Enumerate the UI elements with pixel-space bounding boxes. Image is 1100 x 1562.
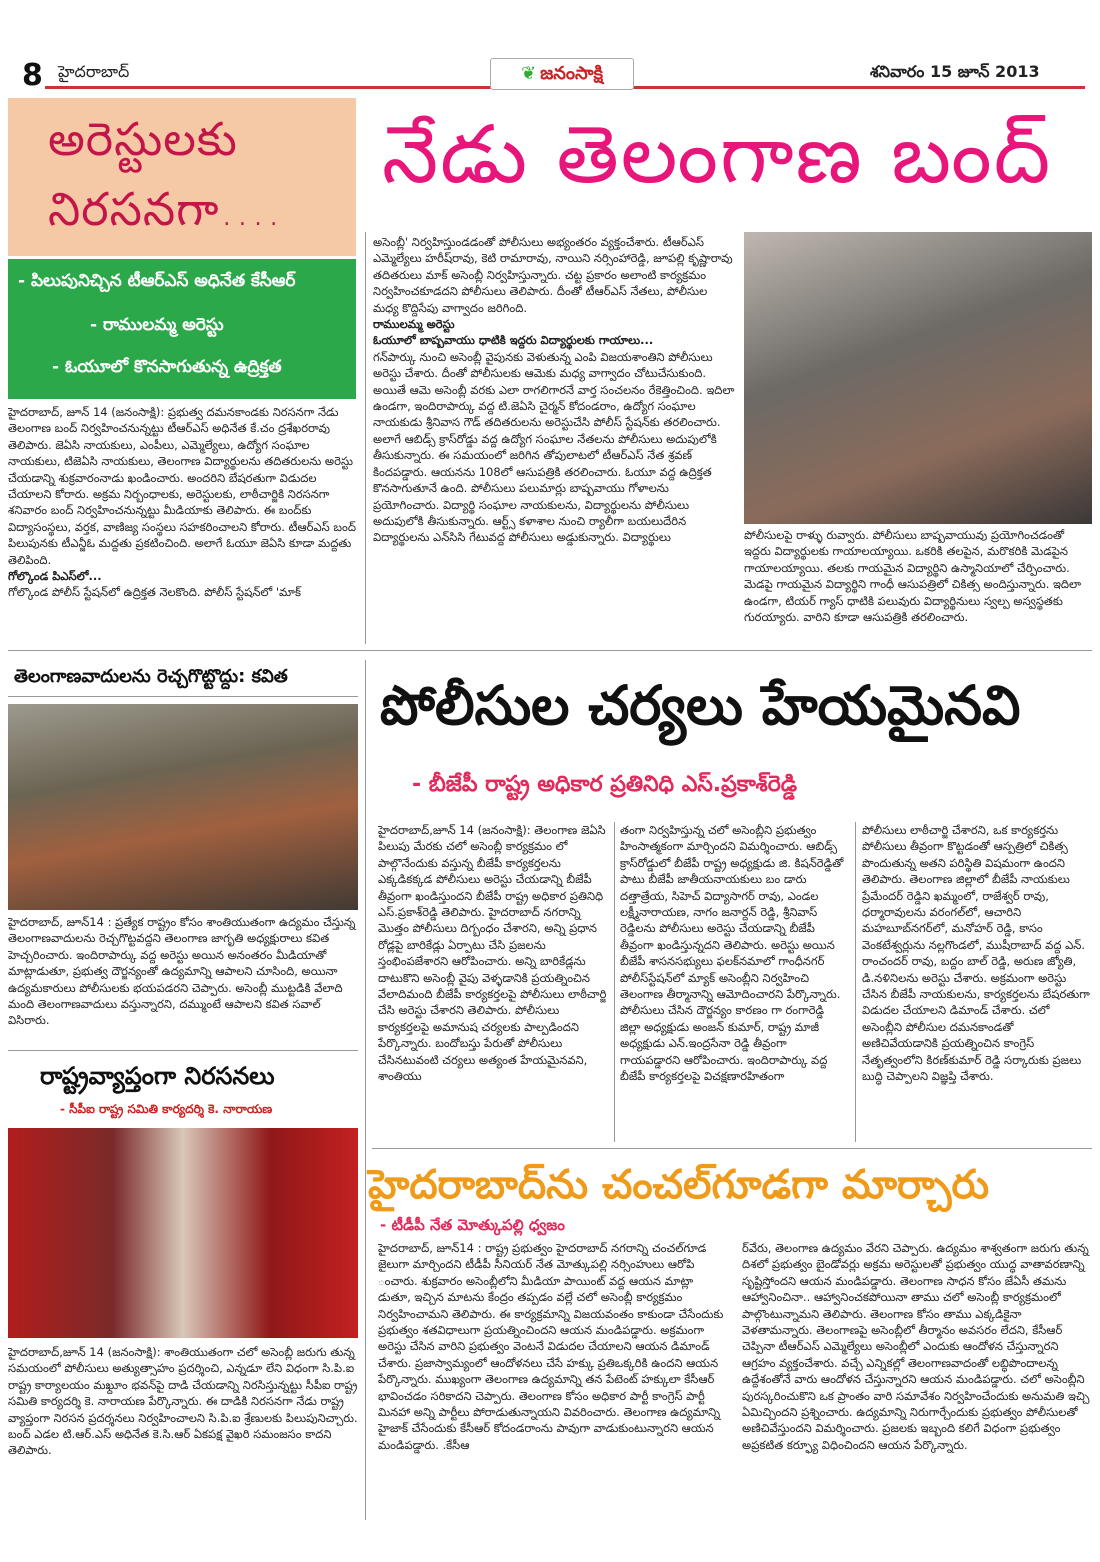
lead-bullets-box xyxy=(8,259,356,399)
left-column-rule xyxy=(365,660,366,1520)
hyderabad-column-1 xyxy=(378,1240,728,1530)
lead-column-2 xyxy=(373,234,735,642)
protests-body xyxy=(8,1344,358,1512)
kicker-box xyxy=(8,98,356,256)
police-col-rule-1 xyxy=(614,822,615,1142)
vijayashanti-photo xyxy=(744,232,1092,524)
kavitha-bottom-rule xyxy=(8,1050,358,1051)
police-bottom-rule xyxy=(372,1148,1092,1149)
lead-headline: నేడు తెలంగాణ బంద్ xyxy=(382,108,1053,201)
kicker-line-1: అరెస్టులకు xyxy=(48,112,238,166)
hyderabad-headline: హైదరాబాద్‌ను చంచల్‌గూడగా మార్చారు xyxy=(368,1162,990,1208)
lead-column-1 xyxy=(8,404,358,640)
newspaper-logo xyxy=(490,58,634,90)
lead-col2-subhead-2: ఓయూలో బాష్పవాయు ధాటికి ఇద్దరు విద్యార్థులకు గాయాలు... xyxy=(373,333,654,348)
police-column-1 xyxy=(378,822,608,1142)
lead-column-3 xyxy=(744,527,1094,641)
lead-col1-text: హైదరాబాద్, జూన్ 14 (జనంసాక్షి): ప్రభుత్వ దమనకాండకు నిరసనగా నేడు తెలంగాణ బంద్ నిర్వహించనున్నట్టు టీఆర్ఎస్ అధినేత కే.చం ద్రశేఖరరావు తెలిపారు. జెఏసి నాయకులు, ఎంపీలు, ఎమ్మెల్యేలు, ఉద్యోగ సంఘాల నాయకులు, టిజెఏసి నాయకులు, తెలంగాణ విద్యార్థులను తదితరులను అరెస్టు చేయడాన్ని శుక్రవారంనాడు ఖండించారు. అందరిని బేషరతుగా విడుదల చేయాలని కోరారు. అక్రమ నిర్బంధాలకు, అరెస్టులకు, లాఠీచార్జికి నిరసనగా శనివారం బంద్ నిర్వహించనున్నట్టు మీడియాకు తెలిపారు. ఈ బంద్‌కు విద్యాసంస్థలు, వర్తక, వాణిజ్య సంస్థలు సహకరించాలని కోరారు. టీఆర్ఎస్ బంద్ పిలుపునకు టీఎన్జీఓ మద్దతు ప్రకటించింది. అలాగే ఓయూ జెఏసి కూడా మద్దతు తెలిపింది. xyxy=(8,405,356,567)
kavitha-heading: తెలంగాణవాదులను రెచ్చగొట్టొద్దు: కవిత xyxy=(14,666,288,687)
hyderabad-byline: - టీడీపీ నేత మోత్కుపల్లి ధ్వజం xyxy=(380,1216,565,1234)
hyderabad-col1-text: హైదరాబాద్, జూన్14 : రాష్ట్ర ప్రభుత్వం హైదరాబాద్ నగరాన్ని చంచల్‌గూడ జైలుగా మార్చిందని టీడీపీ సీనియర్ నేత మోత్కుపల్లి నర్సింహులు ఆరోపి ంచారు. శుక్రవారం అసెంబ్లీలోని మీడియా పాయింట్ వద్ద ఆయన మాట్లా డుతూ, ఇచ్చిన మాటను కేంద్రం తప్పడం వల్లే చలో అసెంబ్లీ కార్యక్రమం నిర్వహించామని తెలిపారు. ఈ కార్యక్రమాన్ని విజయవంతం కాకుండా చేసేందుకు ప్రభుత్వం శతవిధాలుగా ప్రయత్నించిందని ఆయన మండిపడ్డారు. అక్రమంగా అరెస్టు చేసిన వారిని ప్రభుత్వం వెంటనే విడుదల చేయాలని ఆయన డిమాండ్ చేశారు. ప్రజాస్వామ్యంలో ఆందోళనలు చేసే హక్కు ప్రతిఒక్కరికి ఉందని ఆయన పేర్కొన్నారు. ముఖ్యంగా తెలంగాణ ఉద్యమాన్ని తన పేటెంట్ హక్కులా కేసీఆర్ భావించడం సరికాదని చెప్పారు. తెలంగాణ కోసం అధికార పార్టీ కాంగ్రెస్ పార్టీ మినహా అన్ని పార్టీలు పోరాడుతున్నాయని వివరించారు. తెలంగాణ ఉద్యమాన్ని హైజాక్ చేసేందుకు కేసీఆర్ కోదండరాంను పావుగా వాడుకుంటున్నారని ఆయన మండిపడ్డారు. .కేసీఆ xyxy=(378,1241,724,1452)
kicker-line-2: నిరసనగా.... xyxy=(48,182,283,236)
section-rule xyxy=(8,650,1092,651)
narayana-photo xyxy=(8,1128,358,1338)
column-rule xyxy=(365,232,366,644)
city-label: హైదరాబాద్ xyxy=(58,62,130,81)
leaf-icon: ❦ xyxy=(521,63,537,84)
kavitha-photo xyxy=(8,704,358,910)
police-column-3 xyxy=(862,822,1092,1142)
lead-col1-subhead: గోల్కొండ పిఎస్‌లో... xyxy=(8,569,102,584)
police-col1-text: హైదరాబాద్,జూన్ 14 (జనంసాక్షి): తెలంగాణ జెఏసి పిలుపు మేరకు చలో అసెంబ్లీ కార్యక్రమం లో పాల్గొనేందుకు వస్తున్న బీజేపీ కార్యకర్తలను ఎక్కడికక్కడ పోలీసులు అరెస్టు చేయడాన్ని బీజేపీ తీవ్రంగా ఖండిస్తుందని బీజేపీ రాష్ట్ర అధికార ప్రతినిధి ఎస్.ప్రకాశ్‌రెడ్డి తెలిపారు. హైదరాబాద్ నగరాన్ని మొత్తం పోలీసులు దిగ్బంధం చేశారని, అన్ని ప్రధాన రోడ్లపై బారికేడ్లు ఏర్పాటు చేసి ప్రజలను స్తంభింపజేశారని ఆరోపించారు. అన్ని బారికేడ్లను దాటుకొని అసెంబ్లీ వైపు వెళ్ళడానికి ప్రయత్నించిన వేలాదిమంది బీజేపీ కార్యకర్తలపై పోలీసులు లాఠీచార్జి చేసి అరెస్టు చేశారని తెలిపారు. పోలీసులు కార్యకర్తలపై అమానుష చర్యలకు పాల్పడిందని పేర్కొన్నారు. బందోబస్తు పేరుతో పోలీసులు చేసినటువంటి చర్యలు అత్యంత హేయమైనవని, శాంతియు xyxy=(378,823,607,1084)
kavitha-body-text: హైదరాబాద్, జూన్14 : ప్రత్యేక రాష్ట్రం కోసం శాంతియుతంగా ఉద్యమం చేస్తున్న తెలంగాణవాదులను రెచ్చగొట్టవద్దని తెలంగాణ జాగృతి అధ్యక్షురాలు కవిత హెచ్చరించారు. ఇందిరాపార్కు వద్ద అరెస్టు అయిన అనంతరం మీడియాతో మాట్లాడుతూ, ప్రభుత్వ దౌర్జన్యంతో ఉద్యమాన్ని ఆపాలని చూసింది, అయినా ఉద్యమకారులు పోలీసులకు భయపడరని చెప్పారు. అసెంబ్లీ ముట్టడికి వేలాది మంది తెలంగాణవాదులు వస్తున్నారని, దమ్ముంటే ఆపాలని కవిత సవాల్ విసిరారు. xyxy=(8,915,356,1028)
lead-col2-tail: గన్‌పార్కు నుంచి అసెంబ్లీ వైపునకు వెళుతున్న ఎంపి విజయశాంతిని పోలీసులు అరెస్టు చేశారు. దీంతో పోలీసులకు ఆమెకు మధ్య వాగ్వాదం చోటుచేసుకుంది. అయితే ఆమె అసెంబ్లీ వరకు ఎలా రాగలిగారనే వార్త సంచలనం రేకెత్తించింది. ఇదిలా ఉండగా, ఇందిరాపార్కు వద్ద టి.జెఏసి చైర్మన్ కోదండరాం, ఉద్యోగ సంఘాల నాయకుడు శ్రీనివాస గౌడ్ తదితరులను అరెస్టుచేసి పోలీస్ స్టేషన్‌కు తరలించారు. అలాగే ఆబిడ్స్ క్రాస్‌రోడ్డు వద్ద ఉద్యోగ సంఘాల నేతలను పోలీసులు అదుపులోకి తీసుకున్నారు. ఈ సమయంలో జరిగిన తోపులాటలో టీఆర్ఎస్ నేత శ్రవణ్ కిందపడ్డారు. ఆయనను 108లో ఆసుపత్రికి తరలించారు. ఓయూ వద్ద ఉద్రిక్తత కొనసాగుతూనే ఉంది. పోలీసులు పలుమార్లు బాష్పవాయు గోళాలను ప్రయోగించారు. విద్యార్థి సంఘాల నాయకులను, విద్యార్థులను పోలీసులు అదుపులోకి తీసుకున్నారు. ఆర్ట్స్ కళాశాల నుంచి ర్యాలీగా బయలుదేరిన విద్యార్థులను ఎన్‌సిసి గేటువద్ద పోలీసులు అడ్డుకున్నారు. విద్యార్థులు xyxy=(373,349,735,545)
kavitha-body xyxy=(8,914,358,1046)
protests-body-text: హైదరాబాద్,జూన్ 14 (జనంసాక్షి): శాంతియుతంగా చలో అసెంబ్లీ జరుగు తున్న సమయంలో పోలీసులు అత్యుత్సాహం ప్రదర్శించి, ఎన్నడూ లేని విధంగా సి.పి.ఐ రాష్ట్ర కార్యాలయం మఖ్దూం భవన్‌పై దాడి చేయడాన్ని నిరసిస్తున్నట్టు సీపీఐ రాష్ట్ర సమితి కార్యదర్శి కె. నారాయణ పేర్కొన్నారు. ఈ దాడికి నిరసనగా నేడు రాష్ట్ర వ్యాప్తంగా నిరసన ప్రదర్శనలు నిర్వహించాలని సి.పి.ఐ శ్రేణులకు పిలుపునిచ్చారు. బంద్ ఎడల టి.ఆర్.ఎస్ అధినేత కె.సి.ఆర్ ఏకపక్ష వైఖరి సమంజసం కాదని తెలిపారు. xyxy=(8,1345,358,1458)
police-byline: - బీజేపీ రాష్ట్ర అధికార ప్రతినిధి ఎస్.ప్రకాశ్‌రెడ్డి xyxy=(412,772,798,797)
lead-col2-subhead-1: రాములమ్మ అరెస్టు xyxy=(373,317,455,332)
protests-heading: రాష్ట్రవ్యాప్తంగా నిరసనలు xyxy=(40,1062,275,1090)
police-col2-text: తంగా నిర్వహిస్తున్న చలో అసెంబ్లీని ప్రభుత్వం హింసాత్మకంగా మార్చిందని విమర్శించారు. ఆబిడ్స్ క్రాస్‌రోడ్డులో బీజేపీ రాష్ట్ర అధ్యక్షుడు జి. కిషన్‌రెడ్డితో పాటు బీజేపీ జాతీయనాయకులు బం డారు దత్తాత్రేయ, సిహెచ్ విద్యాసాగర్ రావు, ఎండల లక్ష్మీనారాయణ, నాగం జనార్దన్ రెడ్డి, శ్రీనివాస్ రెడ్డిలను పోలీసులు అరెస్టు చేయడాన్ని బీజేపీ తీవ్రంగా ఖండిస్తున్నదని తెలిపారు. అరెస్టు అయిన బీజేపీ శాసనసభ్యులు ఫలక్‌నమాలో గాంధీనగర్ పోలీస్‌స్టేషన్‌లో మ్యాక్ అసెంబ్లీని నిర్వహించి తెలంగాణ తీర్మానాన్ని ఆమోదించారని పేర్కొన్నారు. పోలీసులు చేసిన దౌర్జన్యం కారణం గా రంగారెడ్డి జిల్లా అధ్యక్షుడు అంజన్ కుమార్, రాష్ట్ర మాజీ అధ్యక్షుడు ఎన్.ఇంద్రసేనా రెడ్డి తీవ్రంగా గాయపడ్డారని ఆరోపించారు. ఇందిరాపార్కు వద్ద బీజేపీ కార్యకర్తలపై విచక్షణారహితంగా xyxy=(620,823,844,1084)
protests-byline: - సీపీఐ రాష్ట్ర సమితి కార్యదర్శి కె. నారాయణ xyxy=(60,1102,273,1116)
lead-bullet-1: - పిలుపునిచ్చిన టీఆర్ఎస్ అధినేత కేసీఆర్ xyxy=(18,271,296,291)
lead-bullet-3: - ఓయూలో కొనసాగుతున్న ఉద్రిక్తత xyxy=(52,357,282,377)
lead-bullet-2: - రాములమ్మ అరెస్టు xyxy=(90,315,224,335)
police-headline: పోలీసుల చర్యలు హేయమైనవి xyxy=(380,674,1021,737)
page-number: 8 xyxy=(22,58,43,93)
police-column-2 xyxy=(620,822,848,1142)
lead-col2-text: అసెంబ్లీ' నిర్వహిస్తుండడంతో పోలీసులు అభ్యంతరం వ్యక్తంచేశారు. టీఆర్ఎస్ ఎమ్మెల్యేలు హరీష్‌రావు, కెటి రామారావు, నాయిని నర్సింహారెడ్డి, జూపల్లి కృష్ణారావు తదితరులు మాక్ అసెంబ్లీ నిర్వహిస్తున్నారు. చట్ట ప్రకారం అలాంటి కార్యక్రమం నిర్వహించకూడదని పోలీసులు తెలిపారు. దీంతో టీఆర్ఎస్ నేతలు, పోలీసుల మధ్య కొద్దిసేపు వాగ్వాదం జరిగింది. xyxy=(373,235,733,315)
lead-col1-tail: గోల్కొండ పోలీస్ స్టేషన్‌లో ఉద్రిక్తత నెలకొంది. పోలీస్ స్టేషన్‌లో 'మాక్ xyxy=(8,585,301,600)
lead-col3-text: పోలీసులపై రాళ్ళు రువ్వారు. పోలీసులు బాష్పవాయువు ప్రయోగించడంతో ఇద్దరు విద్యార్థులకు గాయాలయ్యాయి. ఒకరికి తలపైన, మరొకరికి మెడపైన గాయాలయ్యాయి. తలకు గాయమైన విద్యార్థిని ఉస్మానియాలో చేర్పించారు. మెడపై గాయమైన విద్యార్థిని గాంధీ ఆసుపత్రిలో చికిత్స అందిస్తున్నారు. ఇదిలా ఉండగా, టియర్ గ్యాస్ ధాటికి పలువురు విద్యార్థినులు స్వల్ప అస్వస్థతకు గురయ్యారు. వారిని కూడా ఆసుపత్రికి తరలించారు. xyxy=(744,528,1082,625)
police-col3-text: పోలీసులు లాఠీచార్జి చేశారని, ఒక కార్యకర్తను పోలీసులు తీవ్రంగా కొట్టడంతో ఆస్పత్రిలో చికిత్స పొందుతున్న అతని పరిస్థితి విషమంగా ఉందని తెలిపారు. తెలంగాణ జిల్లాలో బీజేపీ నాయకులు ప్రేమేందర్ రెడ్డిని ఖమ్మంలో, రాజేశ్వర్ రావు, ధర్మారావులను వరంగల్‌లో, ఆచారిని మహబూబ్‌నగర్‌లో, మనోహర్ రెడ్డి, కాసం వెంకటేశ్వర్లును నల్లగొండలో, ముషీరాబాద్ వద్ద ఎన్. రాంచందర్ రావు, బద్దం బాల్ రెడ్డి, అరుణ జ్యోతి, డి.నళినిలను అరెస్టు చేశారు. అక్రమంగా అరెస్టు చేసిన బీజేపీ నాయకులను, కార్యకర్తలను బేషరతుగా విడుదల చేయాలని డిమాండ్ చేశారు. చలో అసెంబ్లీని పోలీసుల దమనకాండతో అణిచివేయడానికి ప్రయత్నించిన కాంగ్రెస్ నేతృత్వంలోని కిరణ్‌కుమార్ రెడ్డి సర్కారుకు ప్రజలు బుద్ధి చెప్పాలని విజ్ఞప్తి చేశారు. xyxy=(862,823,1090,1084)
hyderabad-col2-text: ర్‌వేరు, తెలంగాణ ఉద్యమం వేరని చెప్పారు. ఉద్యమం శాశ్వతంగా జరుగు తున్న దిశలో ప్రభుత్వం బైండోవర్లు అక్రమ అరెస్టులతో ప్రభుత్వం యుద్ధ వాతావరణాన్ని సృష్టిస్తోందని ఆయన మండిపడ్డారు. తెలంగాణ సాధన కోసం జేఏసీ తమను ఆహ్వానించినా.. ఆహ్వానించకపోయినా తాము చలో అసెంబ్లీ కార్యక్రమంలో పాల్గొంటున్నామని తెలిపారు. తెలంగాణ కోసం తాము ఎక్కడికైనా వెళతామన్నారు. తెలంగాణపై అసెంబ్లీలో తీర్మానం అవసరం లేదని, కేసీఆర్ చెప్పినా టీఆర్ఎస్ ఎమ్మెల్యేలు అసెంబ్లీలో ఎందుకు ఆందోళన చేస్తున్నారని ఆగ్రహం వ్యక్తంచేశారు. వచ్చే ఎన్నికల్లో తెలంగాణవాదంతో లబ్ధిపొందాలన్న ఉద్దేశంతోనే వారు ఆందోళన చేస్తున్నారని ఆయన మండిపడ్డారు. చలో అసెంబ్లీని పురస్కరించుకొని ఒక ప్రాంతం వారి సమావేశం నిర్వహించేందుకు అనుమతి ఇచ్చి ఏమిచ్చిందని ప్రశ్నించారు. ఉద్యమాన్ని నిరుగార్చేందుకు ప్రభుత్వం పోలీసులతో అణిచివేస్తుందని విమర్శించారు. ప్రజలకు ఇబ్బంది కలిగే విధంగా ప్రభుత్వం అప్రకటిత కర్ఫ్యూ విధించిందని ఆయన పేర్కొన్నారు. xyxy=(742,1241,1090,1452)
hyderabad-column-2 xyxy=(742,1240,1092,1530)
kavitha-rule xyxy=(8,696,358,697)
issue-date: శనివారం 15 జూన్ 2013 xyxy=(870,62,1040,81)
logo-text: జనంసాక్షి xyxy=(540,63,603,84)
police-col-rule-2 xyxy=(855,822,856,1142)
